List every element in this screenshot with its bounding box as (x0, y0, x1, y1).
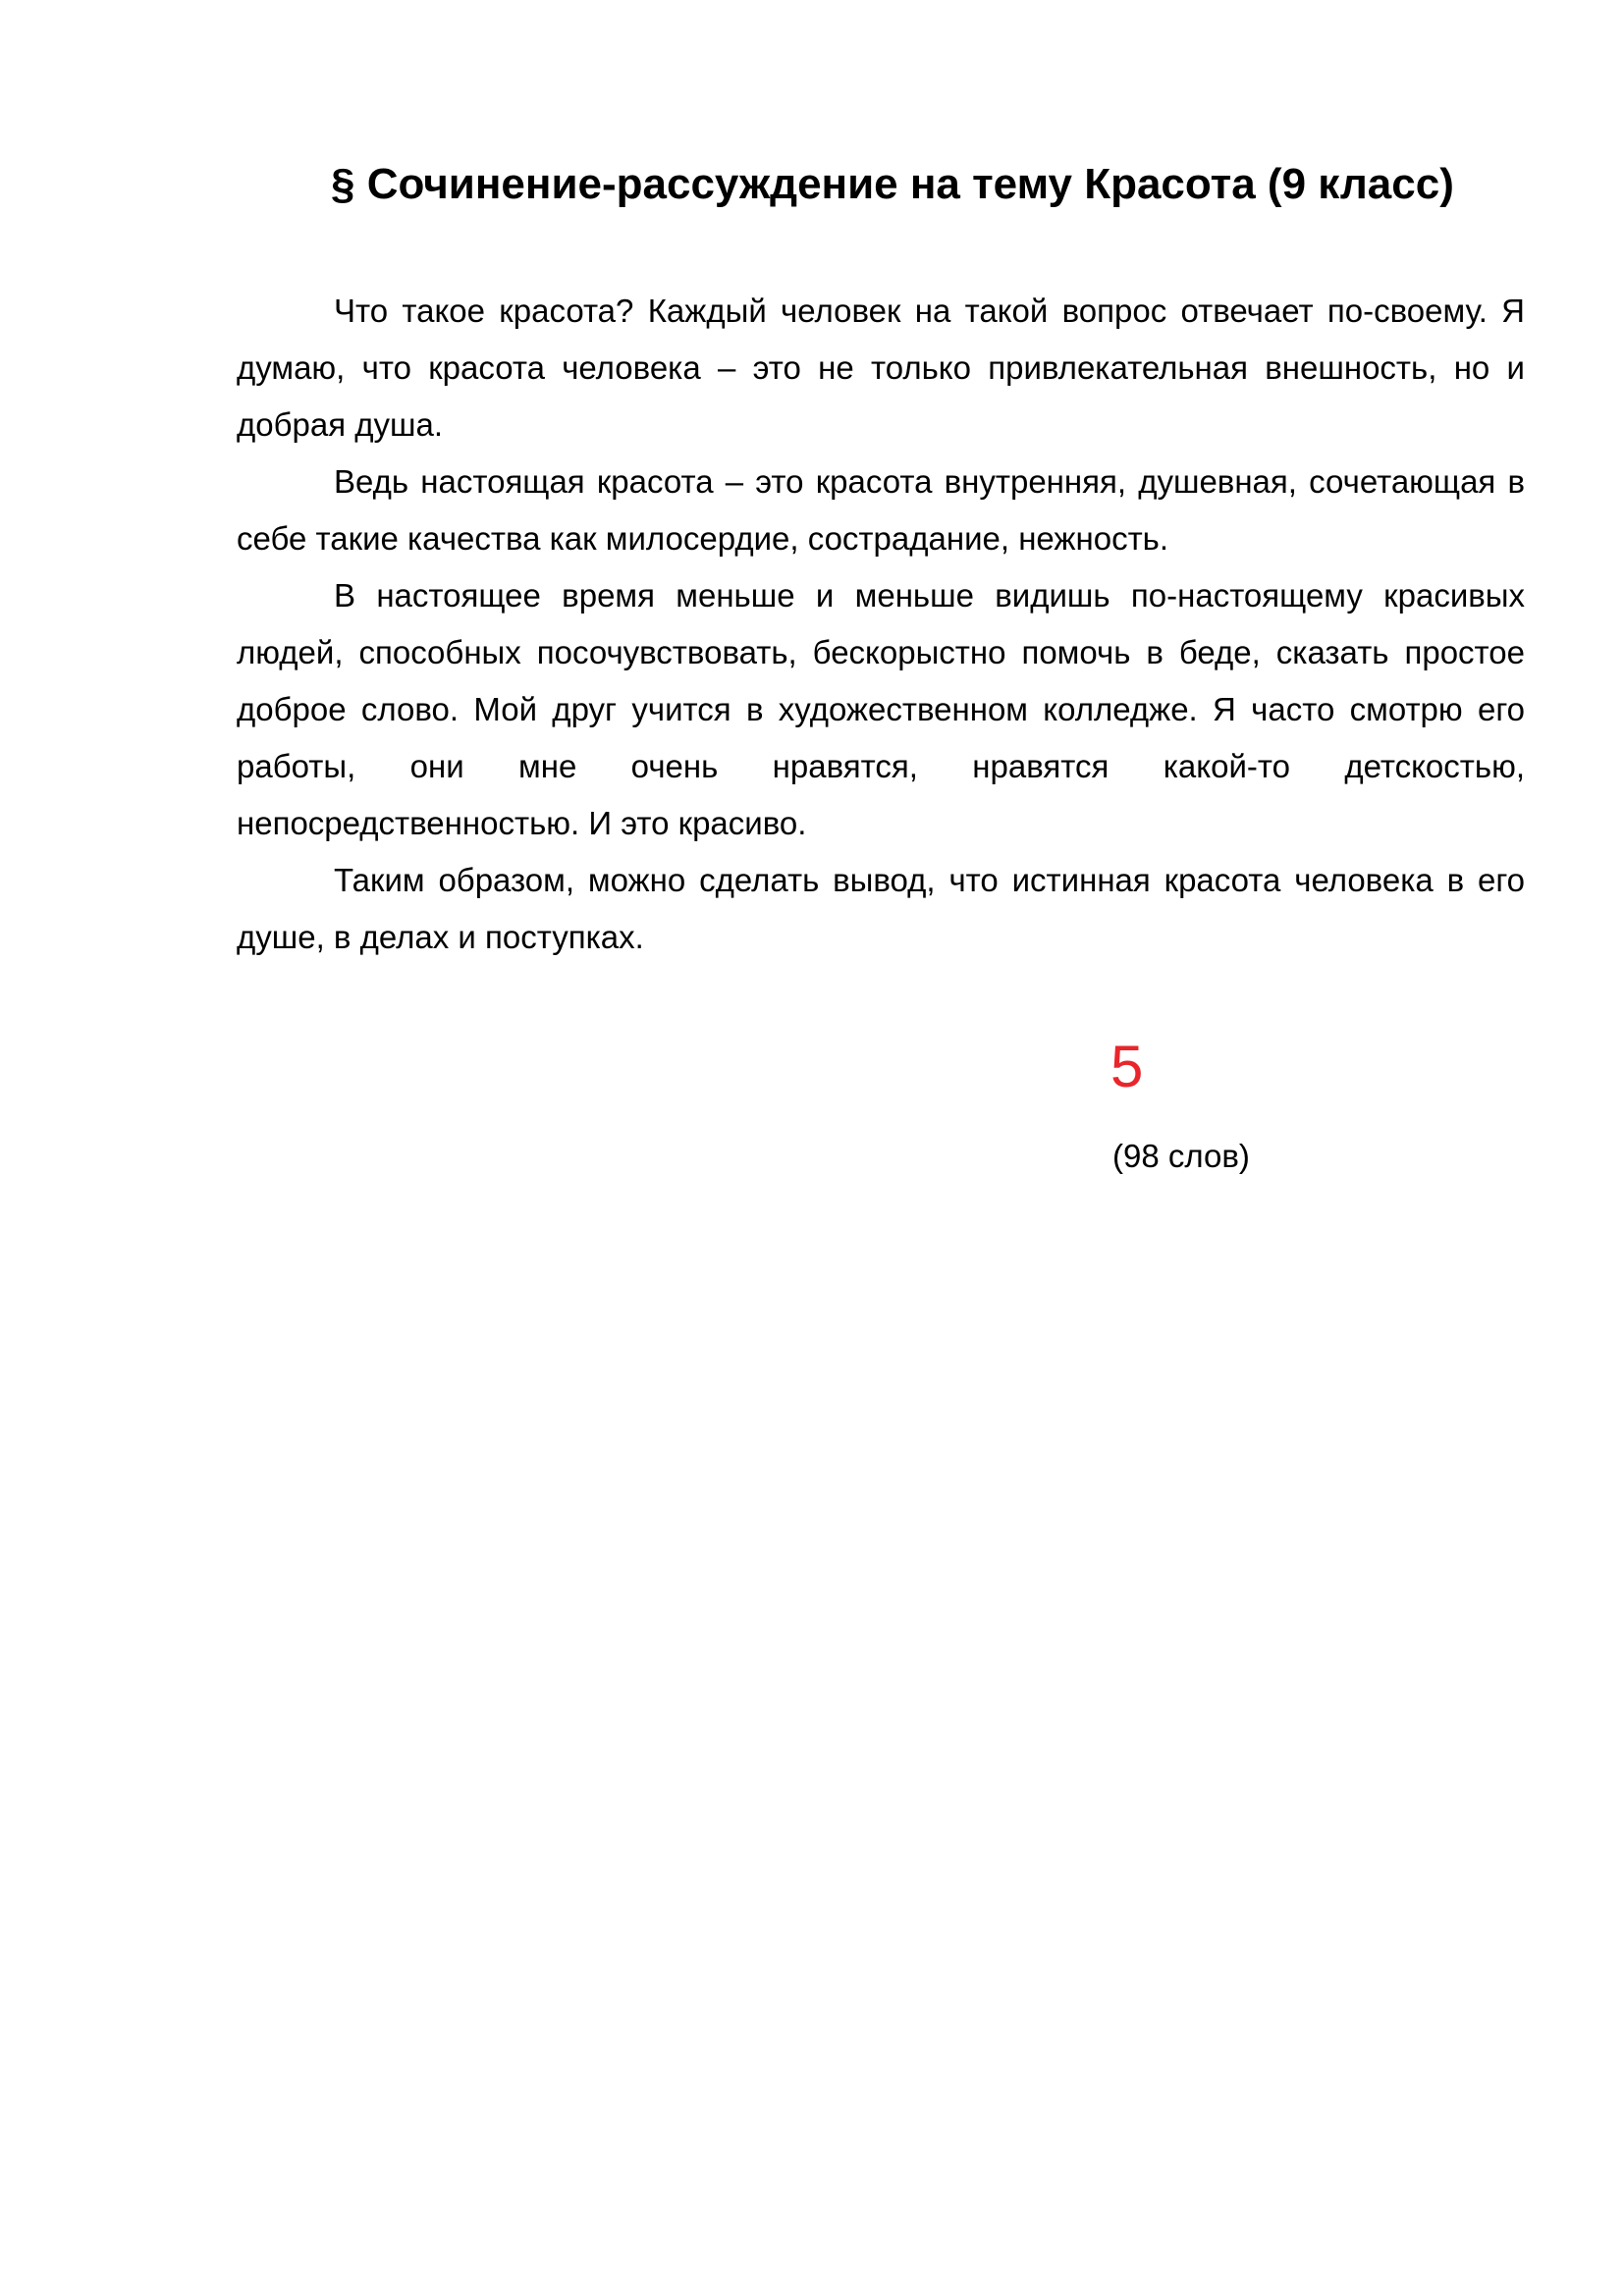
word-count: (98 слов) (1112, 1138, 1250, 1174)
essay-body (237, 283, 1525, 966)
essay-paragraph: В настоящее время меньше и меньше видишь по-настоящему красивых людей, способных посочувствовать, бескорыстно помочь в беде, сказать простое доброе слово. Мой друг учится в художественном колледже. Я часто смотрю его работы, они мне очень нравятся, нравятся какой-то детскостью, непосредственностью. И это красиво. (237, 577, 1525, 841)
essay-paragraph: Таким образом, можно сделать вывод, что истинная красота человека в его душе, в делах и поступках. (237, 862, 1525, 955)
essay-paragraph: Что такое красота? Каждый человек на такой вопрос отвечает по-своему. Я думаю, что красота человека – это не только привлекательная внешность, но и добрая душа. (237, 293, 1525, 443)
grade-mark: 5 (1110, 1034, 1144, 1099)
essay-paragraph: Ведь настоящая красота – это красота внутренняя, душевная, сочетающая в себе такие качества как милосердие, сострадание, нежность. (237, 463, 1525, 557)
document-title: § Сочинение-рассуждение на тему Красота (9 класс) (331, 160, 1454, 208)
